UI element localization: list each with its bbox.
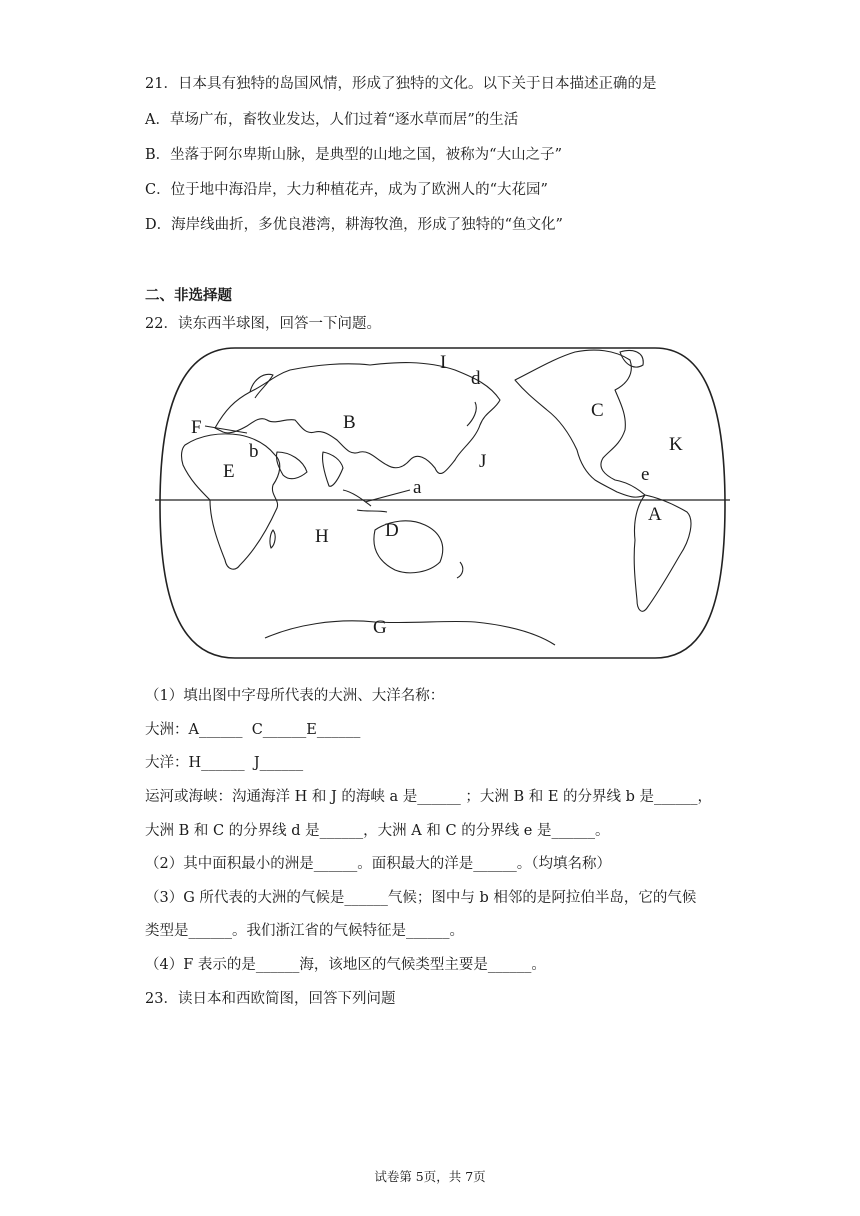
india-outline: [322, 452, 343, 486]
q22-oceans-blanks: 大洋：H______ J______: [145, 755, 304, 771]
q22-straits-line-1: 运河或海峡：沟通海洋 H 和 J 的海峡 a 是______ ；大洲 B 和 E 的分界线 b 是______，: [145, 789, 713, 805]
map-label-J: J: [479, 451, 487, 472]
question-23-stem: 23．读日本和西欧简图，回答下列问题: [145, 991, 396, 1007]
q22-straits-line-2: 大洲 B 和 C 的分界线 d 是______，大洲 A 和 C 的分界线 e 是______。: [145, 823, 610, 839]
map-label-C: C: [591, 400, 604, 421]
map-label-a: a: [413, 477, 422, 498]
arabia-outline: [276, 452, 307, 479]
map-label-e: e: [641, 464, 650, 485]
japan-outline: [467, 402, 476, 426]
map-label-D: D: [385, 520, 399, 541]
north-america-outline: [515, 350, 645, 497]
question-22-stem: 22．读东西半球图，回答一下问题。: [145, 316, 381, 332]
south-america-outline: [634, 495, 691, 611]
map-label-G: G: [373, 617, 387, 638]
q22-part3-line-2: 类型是______。我们浙江省的气候特征是______。: [145, 923, 464, 939]
question-21-stem: 21．日本具有独特的岛国风情，形成了独特的文化。以下关于日本描述正确的是: [145, 76, 657, 92]
africa-outline: [182, 434, 280, 569]
q22-part2: （2）其中面积最小的洲是______。面积最大的洋是______。（均填名称）: [145, 856, 611, 872]
world-map-figure: [155, 340, 730, 665]
question-21-option-c: C．位于地中海沿岸，大力种植花卉，成为了欧洲人的“大花园”: [145, 182, 548, 198]
map-label-F: F: [191, 417, 202, 438]
page-footer: 试卷第 5页，共 7页: [374, 1169, 486, 1184]
map-label-H: H: [315, 526, 329, 547]
map-label-I: I: [440, 352, 447, 373]
question-21-option-b: B．坐落于阿尔卑斯山脉，是典型的山地之国，被称为“大山之子”: [145, 147, 562, 163]
map-label-B: B: [343, 412, 356, 433]
question-21-option-a: A．草场广布，畜牧业发达，人们过着“逐水草而居”的生活: [145, 112, 519, 128]
map-label-K: K: [669, 434, 683, 455]
madagascar-outline: [270, 530, 275, 548]
q22-part1-intro: （1）填出图中字母所代表的大洲、大洋名称：: [145, 688, 445, 704]
q22-continents-blanks: 大洲：A______ C______E______: [145, 722, 361, 738]
map-label-A: A: [648, 504, 662, 525]
antarctica-outline: [265, 621, 555, 645]
indonesia-outline: [343, 490, 387, 512]
map-label-E: E: [223, 461, 235, 482]
question-21-option-d: D．海岸线曲折，多优良港湾，耕海牧渔，形成了独特的“鱼文化”: [145, 217, 563, 233]
map-label-b: b: [249, 441, 259, 462]
q22-part3-line-1: （3）G 所代表的大洲的气候是______气候；图中与 b 相邻的是阿拉伯半岛，它的气候: [145, 890, 697, 906]
map-label-d: d: [471, 368, 481, 389]
section-title: 二、非选择题: [145, 288, 232, 304]
q22-part4: （4）F 表示的是______海，该地区的气候类型主要是______。: [145, 957, 546, 973]
new-zealand-outline: [457, 562, 463, 578]
